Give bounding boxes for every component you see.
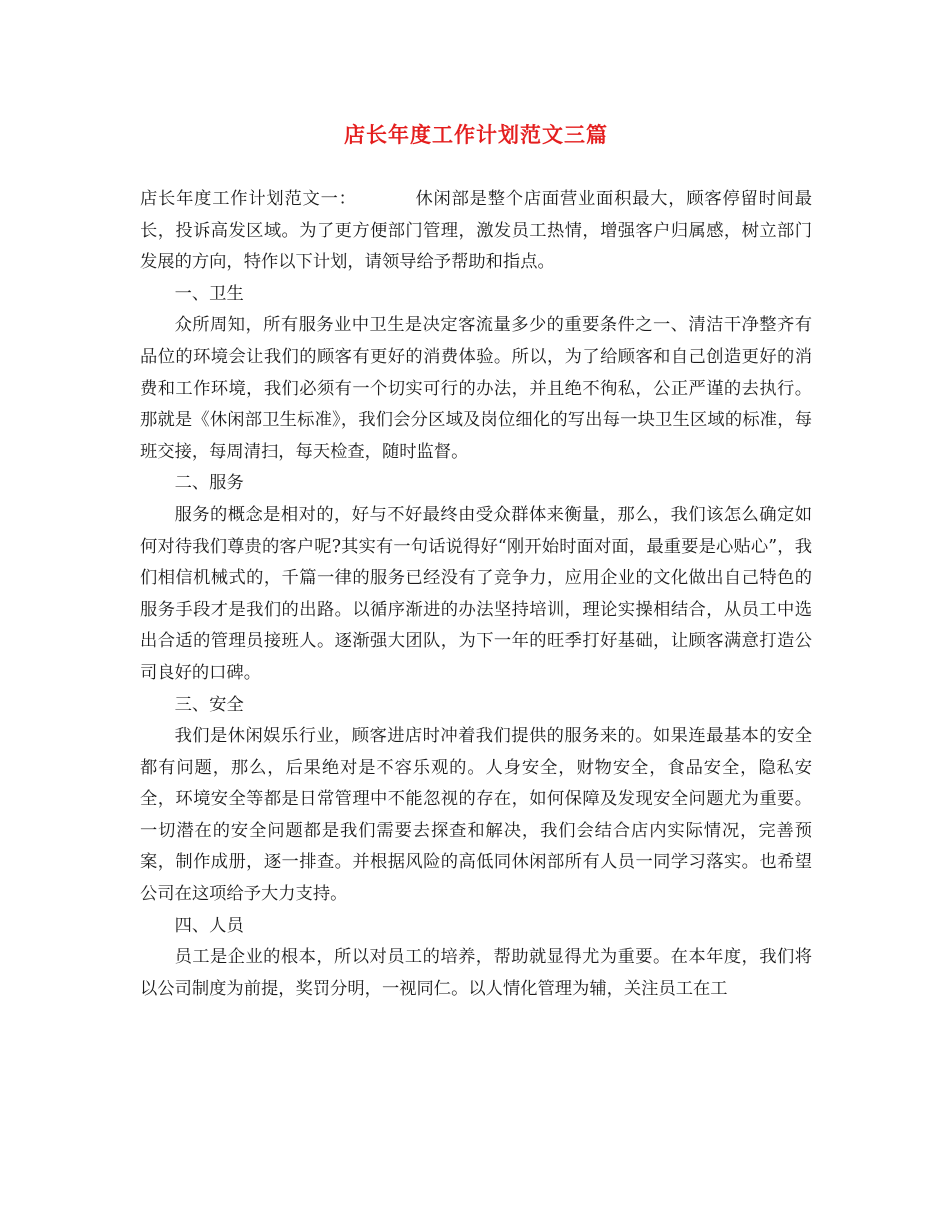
intro-label: 店长年度工作计划范文一： (140, 189, 357, 209)
section-heading-hygiene: 一、卫生 (174, 283, 244, 304)
section-heading-staff: 四、人员 (174, 915, 244, 936)
section-heading-service: 二、服务 (174, 473, 244, 494)
document-page (140, 0, 812, 1005)
intro-paragraph (140, 184, 812, 279)
document-title: 店长年度工作计划范文三篇 (344, 122, 608, 147)
section-text-hygiene: 众所周知，所有服务业中卫生是决定客流量多少的重要条件之一、清洁干净整齐有品位的环境会让我们的顾客有更好的消费体验。所以，为了给顾客和自己创造更好的消费和工作环境，我们必须有一个切实可行的办法，并且绝不徇私，公正严谨的去执行。那就是《休闲部卫生标准》，我们会分区域及岗位细化的写出每一块卫生区域的标准，每班交接，每周清扫，每天检查，随时监督。 (140, 315, 812, 462)
section-heading-safety: 三、安全 (174, 694, 244, 715)
section-text-safety: 我们是休闲娱乐行业，顾客进店时冲着我们提供的服务来的。如果连最基本的安全都有问题，那么，后果绝对是不容乐观的。人身安全，财物安全，食品安全，隐私安全，环境安全等都是日常管理中不能忽视的存在，如何保障及发现安全问题尤为重要。一切潜在的安全问题都是我们需要去探查和解决，我们会结合店内实际情况，完善预案，制作成册，逐一排查。并根据风险的高低同休闲部所有人员一同学习落实。也希望公司在这项给予大力支持。 (140, 726, 812, 905)
section-text-staff: 员工是企业的根本，所以对员工的培养，帮助就显得尤为重要。在本年度，我们将以公司制度为前提，奖罚分明，一视同仁。以人情化管理为辅，关注员工在工 (140, 947, 812, 999)
intro-text: 休闲部是整个店面营业面积最大，顾客停留时间最长，投诉高发区域。为了更方便部门管理，激发员工热情，增强客户归属感，树立部门发展的方向，特作以下计划，请领导给予帮助和指点。 (140, 189, 812, 273)
document-body (140, 184, 812, 1005)
section-text-service: 服务的概念是相对的，好与不好最终由受众群体来衡量，那么，我们该怎么确定如何对待我们尊贵的客户呢?其实有一句话说得好“刚开始时面对面，最重要是心贴心”，我们相信机械式的，千篇一律的服务已经没有了竞争力，应用企业的文化做出自己特色的服务手段才是我们的出路。以循序渐进的办法坚持培训，理论实操相结合，从员工中选出合适的管理员接班人。逐渐强大团队，为下一年的旺季打好基础，让顾客满意打造公司良好的口碑。 (140, 504, 812, 683)
